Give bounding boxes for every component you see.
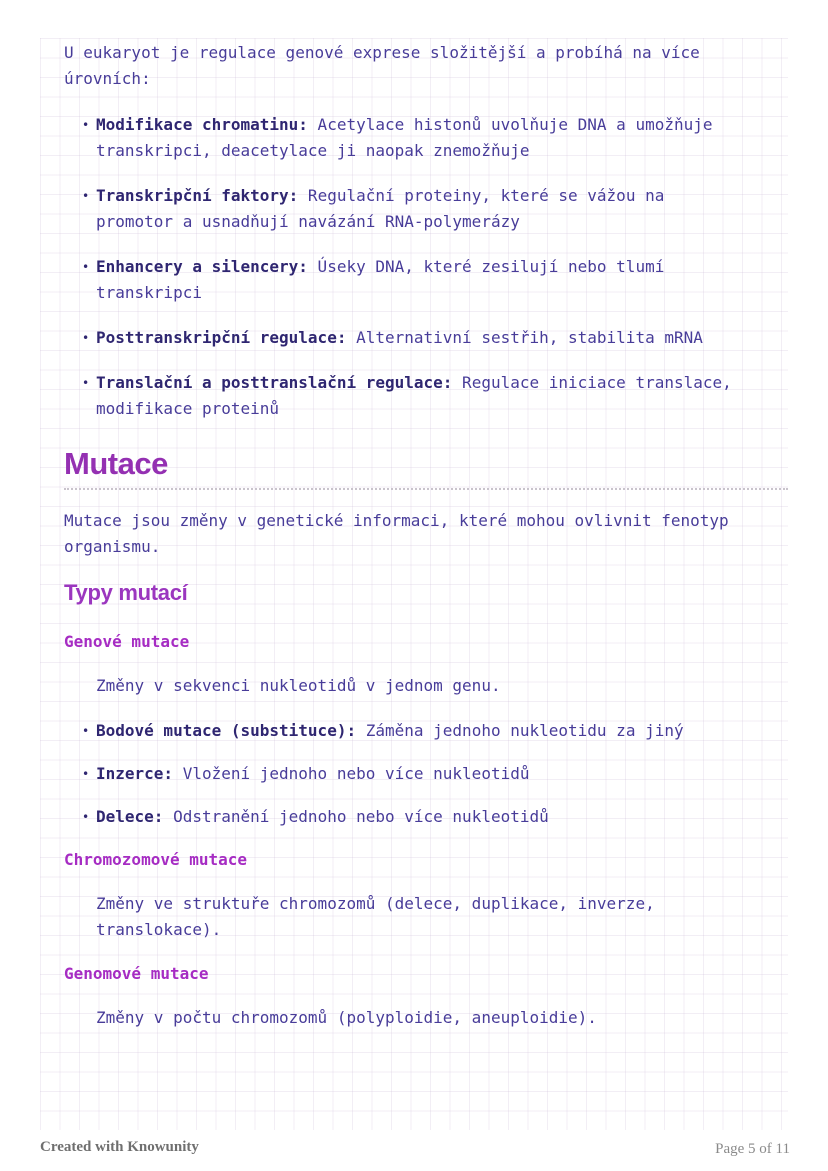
page-title: Mutace bbox=[64, 446, 168, 481]
list-item bbox=[82, 183, 752, 235]
subsection-body: Změny v sekvenci nukleotidů v jednom genu. bbox=[96, 676, 501, 695]
bullet-marker: • bbox=[82, 118, 90, 132]
footer-branding: Created with Knowunity bbox=[40, 1139, 199, 1155]
list-item bbox=[82, 325, 752, 351]
list-item-term: Posttranskripční regulace: bbox=[96, 328, 347, 347]
subsection-title-genove-mutace: Genové mutace bbox=[64, 632, 190, 651]
list-item bbox=[82, 254, 752, 306]
list-item-text bbox=[96, 183, 748, 235]
list-item-text bbox=[96, 112, 748, 164]
mutace-definition-paragraph: Mutace jsou změny v genetické informaci, které mohou ovlivnit fenotyp organismu. bbox=[64, 511, 729, 556]
list-item-term: Delece: bbox=[96, 807, 164, 826]
section-heading-typy-mutaci: Typy mutací bbox=[64, 580, 188, 605]
subsection-title-genomove-mutace: Genomové mutace bbox=[64, 964, 209, 983]
bullet-marker: • bbox=[82, 810, 90, 824]
list-item-term: Transkripční faktory: bbox=[96, 186, 299, 205]
list-item-term: Inzerce: bbox=[96, 764, 174, 783]
bullet-marker: • bbox=[82, 189, 90, 203]
footer-page-number: Page 5 of 11 bbox=[715, 1141, 790, 1157]
subsection-title-chromozomove-mutace: Chromozomové mutace bbox=[64, 850, 248, 869]
list-item-desc: Alternativní sestřih, stabilita mRNA bbox=[346, 328, 703, 347]
list-item bbox=[82, 370, 752, 422]
bullet-marker: • bbox=[82, 260, 90, 274]
list-item-term: Enhancery a silencery: bbox=[96, 257, 308, 276]
list-item bbox=[82, 112, 752, 164]
list-item-text bbox=[96, 804, 748, 830]
list-item-text bbox=[96, 718, 748, 744]
dotted-divider bbox=[64, 487, 788, 490]
list-item-desc: Regulační proteiny, které se vážou na promotor a usnadňují navázání RNA-polymerázy bbox=[96, 186, 665, 231]
list-item-term: Bodové mutace (substituce): bbox=[96, 721, 357, 740]
intro-paragraph: U eukaryot je regulace genové exprese složitější a probíhá na více úrovních: bbox=[64, 43, 700, 88]
list-item-text bbox=[96, 325, 748, 351]
list-item bbox=[82, 761, 752, 787]
list-item-desc: Vložení jednoho nebo více nukleotidů bbox=[173, 764, 530, 783]
list-item-desc: Odstranění jednoho nebo více nukleotidů bbox=[163, 807, 549, 826]
list-item-text bbox=[96, 254, 748, 306]
subsection-body: Změny v počtu chromozomů (polyploidie, aneuploidie). bbox=[96, 1008, 597, 1027]
bullet-marker: • bbox=[82, 331, 90, 345]
list-item-text bbox=[96, 370, 748, 422]
bullet-marker: • bbox=[82, 376, 90, 390]
subsection-body: Změny ve struktuře chromozomů (delece, duplikace, inverze, translokace). bbox=[96, 894, 655, 939]
list-item-term: Modifikace chromatinu: bbox=[96, 115, 308, 134]
list-item bbox=[82, 718, 752, 744]
list-item-desc: Regulace iniciace translace, modifikace proteinů bbox=[96, 373, 732, 418]
list-item-desc: Záměna jednoho nukleotidu za jiný bbox=[356, 721, 684, 740]
list-item-desc: Úseky DNA, které zesilují nebo tlumí transkripci bbox=[96, 257, 665, 302]
gene-mutation-list bbox=[82, 718, 752, 847]
list-item-desc: Acetylace histonů uvolňuje DNA a umožňuje transkripci, deacetylace ji naopak znemožňuje bbox=[96, 115, 713, 160]
bullet-marker: • bbox=[82, 767, 90, 781]
list-item bbox=[82, 804, 752, 830]
bullet-marker: • bbox=[82, 724, 90, 738]
regulation-list bbox=[82, 112, 752, 441]
list-item-term: Translační a posttranslační regulace: bbox=[96, 373, 453, 392]
list-item-text bbox=[96, 761, 748, 787]
